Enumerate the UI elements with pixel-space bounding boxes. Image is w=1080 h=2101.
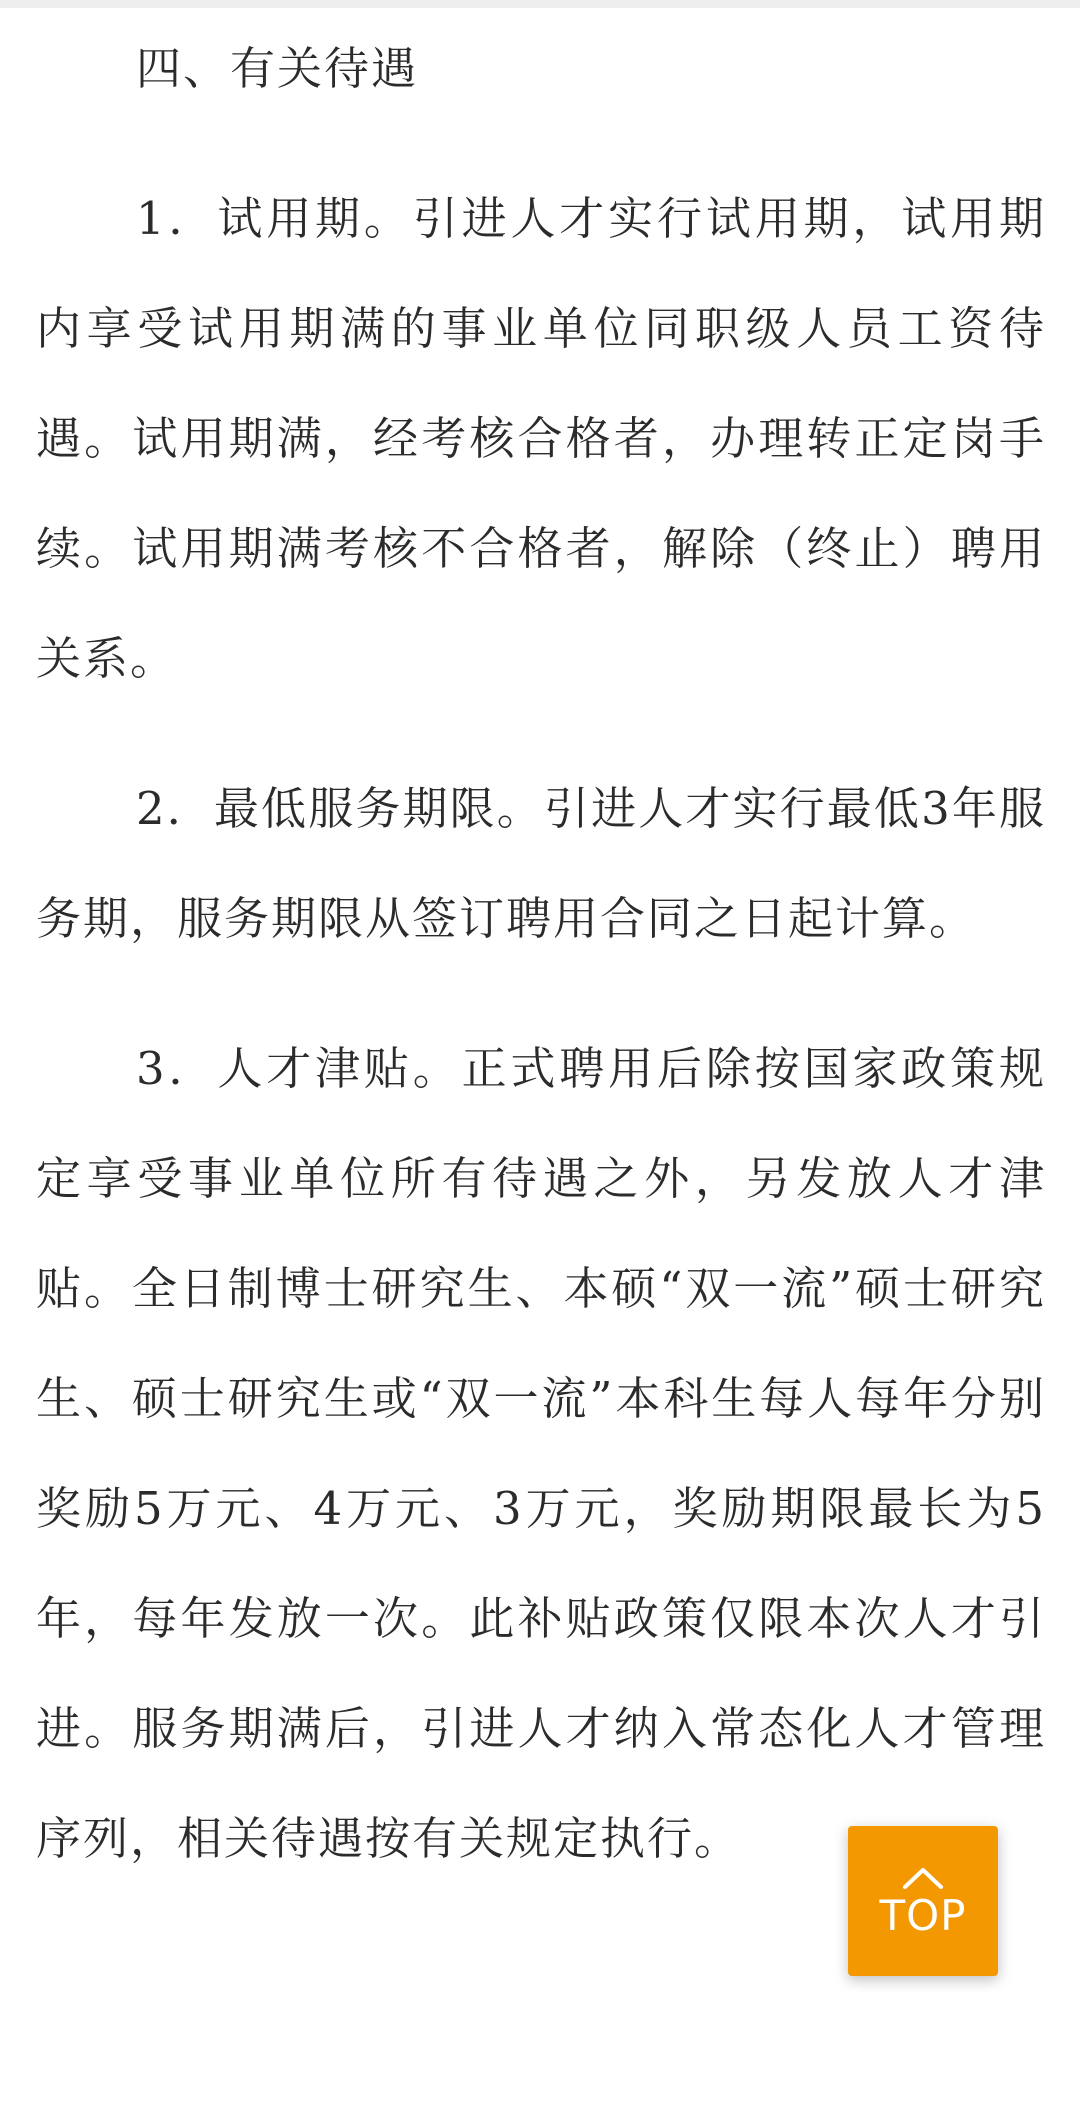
paragraph-talent-allowance: 3．人才津贴。正式聘用后除按国家政策规定享受事业单位所有待遇之外，另发放人才津贴。全日制博士研究生、本硕“双一流”硕士研究生、硕士研究生或“双一流”本科生每人每年分别奖励5万元、4万元、3万元，奖励期限最长为5年，每年发放一次。此补贴政策仅限本次人才引进。服务期满后，引进人才纳入常态化人才管理序列，相关待遇按有关规定执行。 <box>36 1042 1046 1865</box>
section-heading: 四、有关待遇 <box>136 42 419 95</box>
top-divider <box>0 0 1080 8</box>
article-body <box>36 14 1046 1934</box>
chevron-up-icon <box>901 1865 945 1891</box>
paragraph-probation: 1．试用期。引进人才实行试用期，试用期内享受试用期满的事业单位同职级人员工资待遇。试用期满，经考核合格者，办理转正定岗手续。试用期满考核不合格者，解除（终止）聘用关系。 <box>36 192 1046 685</box>
back-to-top-button[interactable] <box>848 1826 998 1976</box>
back-to-top-label: TOP <box>879 1891 967 1940</box>
paragraph-service-period: 2．最低服务期限。引进人才实行最低3年服务期，服务期限从签订聘用合同之日起计算。 <box>36 782 1046 945</box>
